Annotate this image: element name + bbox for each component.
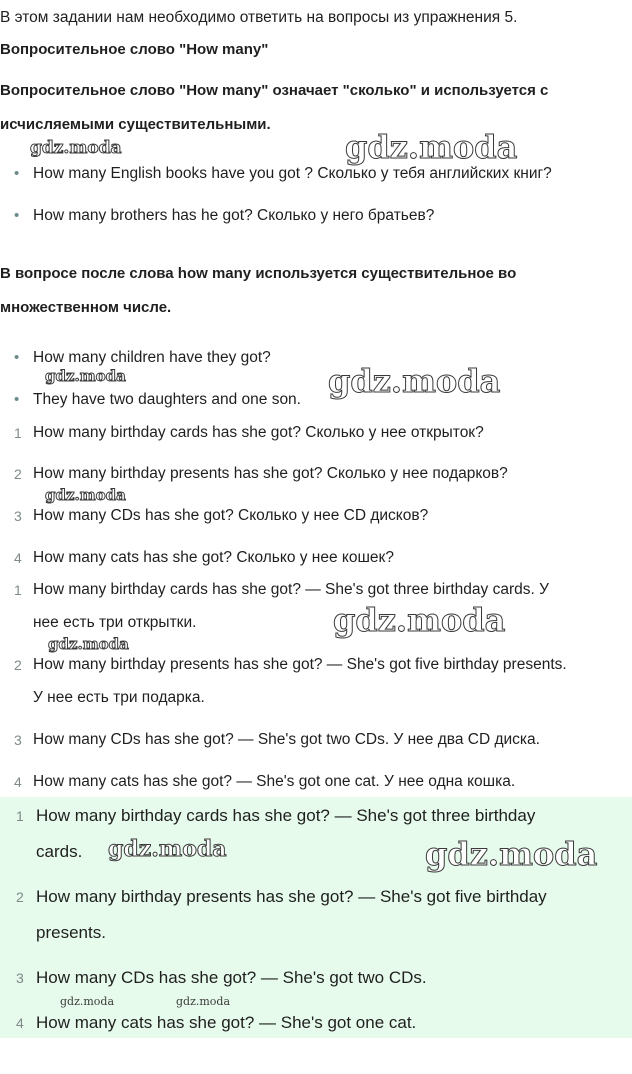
answer-item: How many cats has she got? — She's got one cat. — [36, 1013, 417, 1032]
list-item: How many CDs has she got? — She's got two CDs. У нее два CD диска. — [33, 731, 540, 748]
watermark: gdz.moda — [45, 486, 126, 504]
answer-item: How many birthday cards has she got? — She's got three birthday — [36, 806, 536, 825]
list-number: 4 — [14, 774, 22, 790]
list-number: 3 — [16, 970, 24, 986]
list-item: How many cats has she got? — She's got one cat. У нее одна кошка. — [33, 773, 516, 790]
watermark: gdz.moda — [108, 836, 227, 862]
list-item-continuation: нее есть три открытки. — [33, 614, 197, 631]
list-item: How many children have they got? — [33, 349, 271, 366]
watermark: gdz.moda — [45, 367, 126, 385]
rule-line-2: множественном числе. — [0, 299, 172, 316]
watermark: gdz.moda — [60, 995, 115, 1008]
rule-line-1: В вопросе после слова how many используется существительное во — [0, 265, 517, 282]
watermark: gdz.moda — [345, 128, 518, 166]
list-item: How many birthday cards has she got? — She's got three birthday cards. У — [33, 581, 549, 598]
list-number: 4 — [14, 550, 22, 566]
watermark: gdz.moda — [48, 635, 129, 653]
list-item: How many birthday presents has she got? — She's got five birthday presents. — [33, 656, 567, 673]
definition-line-1: Вопросительное слово "How many" означает "сколько" и используется с — [0, 82, 549, 99]
list-number: 1 — [14, 582, 22, 598]
list-number: 1 — [14, 425, 22, 441]
list-item: How many birthday presents has she got? Сколько у нее подарков? — [33, 465, 508, 482]
list-number: 1 — [16, 808, 24, 824]
list-number: 2 — [16, 889, 24, 905]
bullet-marker: • — [14, 207, 20, 224]
intro-text: В этом задании нам необходимо ответить на вопросы из упражнения 5. — [0, 9, 518, 26]
list-item: How many brothers has he got? Сколько у него братьев? — [33, 207, 435, 224]
list-item-continuation: У нее есть три подарка. — [33, 689, 205, 706]
list-item: How many CDs has she got? Сколько у нее CD дисков? — [33, 507, 429, 524]
answer-item: How many CDs has she got? — She's got two CDs. — [36, 968, 427, 987]
answer-item-continuation: presents. — [36, 923, 106, 942]
bullet-marker: • — [14, 349, 20, 366]
watermark: gdz.moda — [333, 601, 506, 639]
list-number: 4 — [16, 1015, 24, 1031]
answer-item: How many birthday presents has she got? — She's got five birthday — [36, 887, 547, 906]
list-item: They have two daughters and one son. — [33, 391, 301, 408]
definition-line-2: исчисляемыми существительными. — [0, 116, 271, 133]
answer-item-continuation: cards. — [36, 842, 83, 861]
list-number: 2 — [14, 657, 22, 673]
list-item: How many cats has she got? Сколько у нее кошек? — [33, 549, 394, 566]
list-number: 3 — [14, 508, 22, 524]
bullet-marker: • — [14, 165, 20, 182]
section-heading: Вопросительное слово "How many" — [0, 41, 269, 58]
list-number: 2 — [14, 466, 22, 482]
watermark: gdz.moda — [30, 138, 122, 158]
bullet-marker: • — [14, 391, 20, 408]
list-item: How many birthday cards has she got? Сколько у нее открыток? — [33, 424, 484, 441]
list-item: How many English books have you got ? Сколько у тебя английских книг? — [33, 165, 552, 182]
watermark: gdz.moda — [176, 995, 231, 1008]
watermark: gdz.moda — [425, 835, 598, 873]
watermark: gdz.moda — [328, 362, 501, 400]
list-number: 3 — [14, 732, 22, 748]
